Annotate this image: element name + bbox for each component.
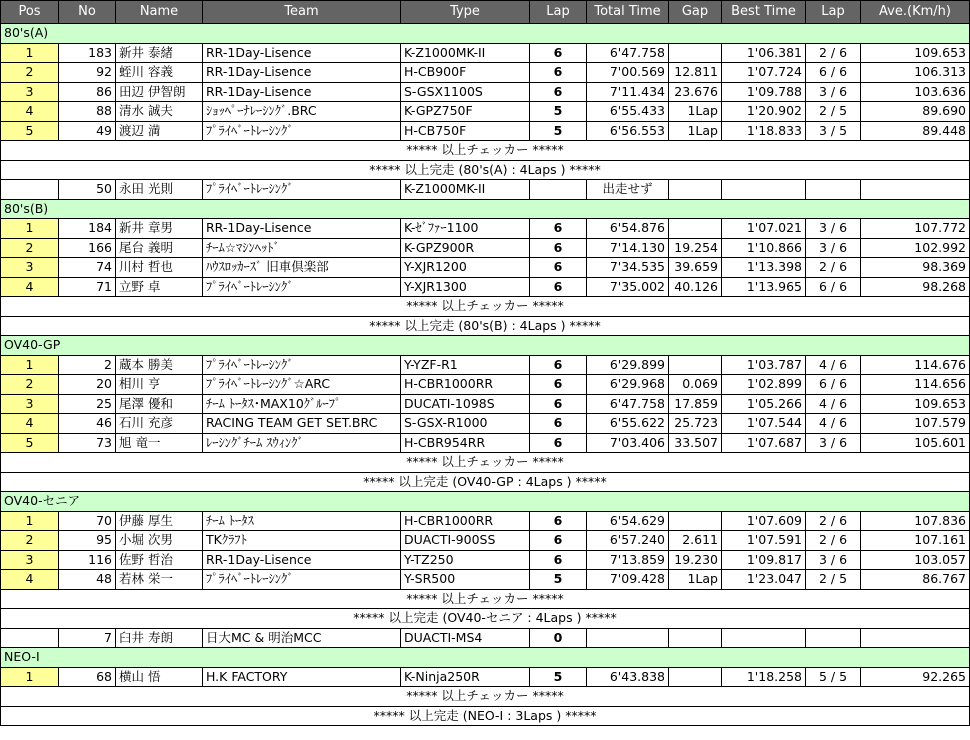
total-time-cell: 7'00.569: [587, 63, 669, 83]
total-time-cell: 6'47.758: [587, 394, 669, 414]
best-lap-cell: 3 / 6: [806, 238, 861, 258]
team-cell: ﾌﾟﾗｲﾍﾞｰﾄﾚｰｼﾝｸﾞ: [203, 180, 401, 200]
name-cell: 川村 哲也: [116, 258, 203, 278]
type-cell: K-GPZ900R: [401, 238, 530, 258]
no-cell: 50: [59, 180, 116, 200]
pos-cell: 1: [1, 511, 59, 531]
type-cell: H-CB750F: [401, 121, 530, 141]
no-cell: 46: [59, 414, 116, 434]
best-lap-cell: 3 / 6: [806, 219, 861, 239]
team-cell: ﾊｳｽﾛｯｶｰｽﾞ 旧車倶楽部: [203, 258, 401, 278]
name-cell: 臼井 寿朗: [116, 628, 203, 648]
gap-cell: [669, 667, 722, 687]
lap-cell: 5: [530, 121, 587, 141]
gap-cell: 0.069: [669, 375, 722, 395]
name-cell: 小堀 次男: [116, 531, 203, 551]
table-row: [1, 82, 970, 102]
no-cell: 48: [59, 570, 116, 590]
pos-cell: 1: [1, 355, 59, 375]
class-name: 80's(B): [1, 199, 970, 219]
checker-message: [1, 141, 970, 161]
team-cell: 日大MC & 明治MCC: [203, 628, 401, 648]
lap-cell: 6: [530, 43, 587, 63]
no-cell: 2: [59, 355, 116, 375]
type-cell: H-CBR1000RR: [401, 511, 530, 531]
lap-cell: 5: [530, 667, 587, 687]
total-time-cell: 6'29.899: [587, 355, 669, 375]
header-row: [1, 1, 970, 24]
class-header-row: [1, 199, 970, 219]
name-cell: 尾澤 優和: [116, 394, 203, 414]
pos-cell: 4: [1, 570, 59, 590]
lap-cell: 6: [530, 82, 587, 102]
no-cell: 49: [59, 121, 116, 141]
total-time-cell: 7'35.002: [587, 277, 669, 297]
ave-speed-cell: 89.690: [861, 102, 970, 122]
table-row: [1, 43, 970, 63]
ave-speed-cell: 114.656: [861, 375, 970, 395]
checker-message: [1, 453, 970, 473]
gap-cell: 19.230: [669, 550, 722, 570]
name-cell: 尾台 義明: [116, 238, 203, 258]
best-time-cell: 1'05.266: [722, 394, 806, 414]
ave-speed-cell: [861, 628, 970, 648]
best-lap-cell: 4 / 6: [806, 355, 861, 375]
header-best-time: Best Time: [722, 1, 806, 24]
best-time-cell: 1'06.381: [722, 43, 806, 63]
best-time-cell: [722, 628, 806, 648]
team-cell: ﾁｰﾑ☆ﾏｼﾝﾍｯﾄﾞ: [203, 238, 401, 258]
gap-cell: 19.254: [669, 238, 722, 258]
name-cell: 永田 光則: [116, 180, 203, 200]
best-lap-cell: 2 / 5: [806, 570, 861, 590]
table-row: [1, 394, 970, 414]
best-time-cell: 1'07.724: [722, 63, 806, 83]
pos-cell: 2: [1, 63, 59, 83]
best-lap-cell: 6 / 6: [806, 375, 861, 395]
gap-cell: 40.126: [669, 277, 722, 297]
pos-cell: 1: [1, 219, 59, 239]
best-time-cell: 1'13.398: [722, 258, 806, 278]
pos-cell: 3: [1, 82, 59, 102]
finish-message-text: ***** 以上完走 (NEO-I : 3Laps ) *****: [1, 706, 970, 726]
name-cell: 蛭川 容義: [116, 63, 203, 83]
finish-message: [1, 609, 970, 629]
total-time-cell: 6'55.433: [587, 102, 669, 122]
best-time-cell: 1'09.788: [722, 82, 806, 102]
finish-message: [1, 706, 970, 726]
finish-message: [1, 316, 970, 336]
type-cell: K-Ninja250R: [401, 667, 530, 687]
results-body: [1, 24, 970, 726]
total-time-cell: 7'34.535: [587, 258, 669, 278]
pos-cell: 4: [1, 277, 59, 297]
gap-cell: 1Lap: [669, 570, 722, 590]
header-ave-speed: Ave.(Km/h): [861, 1, 970, 24]
type-cell: K-Z1000MK-II: [401, 180, 530, 200]
table-row: [1, 277, 970, 297]
gap-cell: 33.507: [669, 433, 722, 453]
header-lap: Lap: [530, 1, 587, 24]
type-cell: DUCATI-1098S: [401, 394, 530, 414]
type-cell: H-CBR1000RR: [401, 375, 530, 395]
gap-cell: [669, 511, 722, 531]
name-cell: 新井 泰緒: [116, 43, 203, 63]
best-time-cell: 1'02.899: [722, 375, 806, 395]
ave-speed-cell: 109.653: [861, 43, 970, 63]
pos-cell: [1, 180, 59, 200]
best-time-cell: 1'20.902: [722, 102, 806, 122]
total-time-cell: 7'09.428: [587, 570, 669, 590]
pos-cell: 3: [1, 258, 59, 278]
best-lap-cell: [806, 180, 861, 200]
type-cell: DUACTI-MS4: [401, 628, 530, 648]
best-lap-cell: 2 / 6: [806, 258, 861, 278]
team-cell: ﾌﾟﾗｲﾍﾞｰﾄﾚｰｼﾝｸﾞ: [203, 277, 401, 297]
type-cell: S-GSX-R1000: [401, 414, 530, 434]
best-time-cell: 1'07.687: [722, 433, 806, 453]
finish-message: [1, 160, 970, 180]
header-total-time: Total Time: [587, 1, 669, 24]
header-no: No: [59, 1, 116, 24]
gap-cell: 12.811: [669, 63, 722, 83]
name-cell: 清水 誠夫: [116, 102, 203, 122]
total-time-cell: 6'56.553: [587, 121, 669, 141]
ave-speed-cell: 102.992: [861, 238, 970, 258]
name-cell: 佐野 哲治: [116, 550, 203, 570]
no-cell: 92: [59, 63, 116, 83]
lap-cell: 6: [530, 531, 587, 551]
checker-message: [1, 687, 970, 707]
best-lap-cell: [806, 628, 861, 648]
best-time-cell: 1'07.544: [722, 414, 806, 434]
gap-cell: 2.611: [669, 531, 722, 551]
no-cell: 20: [59, 375, 116, 395]
lap-cell: 6: [530, 394, 587, 414]
team-cell: RR-1Day-Lisence: [203, 43, 401, 63]
ave-speed-cell: 106.313: [861, 63, 970, 83]
table-row: [1, 414, 970, 434]
gap-cell: 1Lap: [669, 102, 722, 122]
ave-speed-cell: 109.653: [861, 394, 970, 414]
best-time-cell: 1'03.787: [722, 355, 806, 375]
best-lap-cell: 3 / 5: [806, 121, 861, 141]
class-name: 80's(A): [1, 24, 970, 44]
best-lap-cell: 6 / 6: [806, 277, 861, 297]
finish-message: [1, 472, 970, 492]
best-time-cell: 1'13.965: [722, 277, 806, 297]
gap-cell: 23.676: [669, 82, 722, 102]
gap-cell: [669, 180, 722, 200]
best-time-cell: 1'18.258: [722, 667, 806, 687]
ave-speed-cell: 107.579: [861, 414, 970, 434]
type-cell: H-CBR954RR: [401, 433, 530, 453]
pos-cell: [1, 628, 59, 648]
type-cell: Y-YZF-R1: [401, 355, 530, 375]
type-cell: K-Z1000MK-II: [401, 43, 530, 63]
type-cell: Y-SR500: [401, 570, 530, 590]
best-time-cell: [722, 180, 806, 200]
ave-speed-cell: 89.448: [861, 121, 970, 141]
table-row: [1, 531, 970, 551]
dns-row: [1, 180, 970, 200]
checker-message: [1, 589, 970, 609]
lap-cell: 6: [530, 219, 587, 239]
type-cell: H-CB900F: [401, 63, 530, 83]
name-cell: 蔵本 勝美: [116, 355, 203, 375]
name-cell: 田辺 伊智朗: [116, 82, 203, 102]
gap-cell: 25.723: [669, 414, 722, 434]
class-header-row: [1, 24, 970, 44]
table-row: [1, 550, 970, 570]
gap-cell: [669, 219, 722, 239]
total-time-cell: 7'03.406: [587, 433, 669, 453]
best-lap-cell: 2 / 6: [806, 511, 861, 531]
lap-cell: 6: [530, 355, 587, 375]
pos-cell: 2: [1, 238, 59, 258]
total-time-cell: 6'55.622: [587, 414, 669, 434]
best-lap-cell: 3 / 6: [806, 550, 861, 570]
pos-cell: 4: [1, 414, 59, 434]
table-row: [1, 570, 970, 590]
team-cell: ﾌﾟﾗｲﾍﾞｰﾄﾚｰｼﾝｸﾞ☆ARC: [203, 375, 401, 395]
no-cell: 68: [59, 667, 116, 687]
table-row: [1, 511, 970, 531]
gap-cell: [669, 628, 722, 648]
best-lap-cell: 5 / 5: [806, 667, 861, 687]
pos-cell: 5: [1, 433, 59, 453]
no-cell: 184: [59, 219, 116, 239]
class-name: NEO-I: [1, 648, 970, 668]
total-time-cell: 7'11.434: [587, 82, 669, 102]
checker-message-text: ***** 以上チェッカー *****: [1, 141, 970, 161]
team-cell: ﾚｰｼﾝｸﾞﾁｰﾑ ｽｳｨﾝｸﾞ: [203, 433, 401, 453]
header-type: Type: [401, 1, 530, 24]
lap-cell: 6: [530, 433, 587, 453]
class-name: OV40-GP: [1, 336, 970, 356]
lap-cell: 6: [530, 414, 587, 434]
team-cell: RACING TEAM GET SET.BRC: [203, 414, 401, 434]
team-cell: ﾁｰﾑ ﾄｰﾀｽ: [203, 511, 401, 531]
ave-speed-cell: 103.057: [861, 550, 970, 570]
table-row: [1, 219, 970, 239]
total-time-cell: 7'13.859: [587, 550, 669, 570]
ave-speed-cell: 114.676: [861, 355, 970, 375]
pos-cell: 1: [1, 43, 59, 63]
ave-speed-cell: 92.265: [861, 667, 970, 687]
name-cell: 伊藤 厚生: [116, 511, 203, 531]
no-cell: 95: [59, 531, 116, 551]
best-time-cell: 1'07.591: [722, 531, 806, 551]
total-time-cell: 6'29.968: [587, 375, 669, 395]
pos-cell: 2: [1, 531, 59, 551]
finish-message-text: ***** 以上完走 (80's(B) : 4Laps ) *****: [1, 316, 970, 336]
header-best-lap: Lap: [806, 1, 861, 24]
table-row: [1, 667, 970, 687]
team-cell: ﾌﾟﾗｲﾍﾞｰﾄﾚｰｼﾝｸﾞ: [203, 121, 401, 141]
ave-speed-cell: 98.268: [861, 277, 970, 297]
total-time-cell: [587, 628, 669, 648]
ave-speed-cell: 107.836: [861, 511, 970, 531]
total-time-cell: 7'14.130: [587, 238, 669, 258]
best-lap-cell: 2 / 5: [806, 102, 861, 122]
best-time-cell: 1'07.609: [722, 511, 806, 531]
team-cell: RR-1Day-Lisence: [203, 219, 401, 239]
pos-cell: 1: [1, 667, 59, 687]
ave-speed-cell: 107.772: [861, 219, 970, 239]
ave-speed-cell: 105.601: [861, 433, 970, 453]
total-time-cell: 6'54.629: [587, 511, 669, 531]
no-cell: 7: [59, 628, 116, 648]
type-cell: S-GSX1100S: [401, 82, 530, 102]
gap-cell: 39.659: [669, 258, 722, 278]
pos-cell: 3: [1, 550, 59, 570]
header-team: Team: [203, 1, 401, 24]
finish-message-text: ***** 以上完走 (OV40-セニア : 4Laps ) *****: [1, 609, 970, 629]
table-row: [1, 238, 970, 258]
ave-speed-cell: 98.369: [861, 258, 970, 278]
table-row: [1, 258, 970, 278]
best-lap-cell: 2 / 6: [806, 531, 861, 551]
header-name: Name: [116, 1, 203, 24]
class-header-row: [1, 336, 970, 356]
ave-speed-cell: [861, 180, 970, 200]
no-cell: 183: [59, 43, 116, 63]
lap-cell: 5: [530, 102, 587, 122]
best-time-cell: 1'10.866: [722, 238, 806, 258]
no-cell: 88: [59, 102, 116, 122]
pos-cell: 5: [1, 121, 59, 141]
total-time-cell: 6'43.838: [587, 667, 669, 687]
no-cell: 166: [59, 238, 116, 258]
best-lap-cell: 4 / 6: [806, 414, 861, 434]
table-row: [1, 375, 970, 395]
best-time-cell: 1'09.817: [722, 550, 806, 570]
lap-cell: 6: [530, 375, 587, 395]
lap-cell: 6: [530, 63, 587, 83]
total-time-cell: 6'47.758: [587, 43, 669, 63]
type-cell: K-GPZ750F: [401, 102, 530, 122]
team-cell: ｼｮｯﾍﾟｰﾅﾚｰｼﾝｸﾞ.BRC: [203, 102, 401, 122]
team-cell: RR-1Day-Lisence: [203, 550, 401, 570]
lap-cell: 6: [530, 511, 587, 531]
best-lap-cell: 4 / 6: [806, 394, 861, 414]
total-time-cell: 出走せず: [587, 180, 669, 200]
type-cell: K-ｾﾞﾌｧｰ1100: [401, 219, 530, 239]
header-gap: Gap: [669, 1, 722, 24]
ave-speed-cell: 103.636: [861, 82, 970, 102]
finish-message-text: ***** 以上完走 (80's(A) : 4Laps ) *****: [1, 160, 970, 180]
lap-cell: 5: [530, 570, 587, 590]
class-header-row: [1, 492, 970, 512]
best-lap-cell: 6 / 6: [806, 63, 861, 83]
no-cell: 70: [59, 511, 116, 531]
type-cell: Y-XJR1200: [401, 258, 530, 278]
no-cell: 71: [59, 277, 116, 297]
pos-cell: 2: [1, 375, 59, 395]
gap-cell: 17.859: [669, 394, 722, 414]
class-header-row: [1, 648, 970, 668]
table-row: [1, 355, 970, 375]
best-time-cell: 1'23.047: [722, 570, 806, 590]
team-cell: RR-1Day-Lisence: [203, 82, 401, 102]
name-cell: 旭 竜一: [116, 433, 203, 453]
lap-cell: 6: [530, 258, 587, 278]
total-time-cell: 6'54.876: [587, 219, 669, 239]
name-cell: 新井 章男: [116, 219, 203, 239]
class-name: OV40-セニア: [1, 492, 970, 512]
pos-cell: 4: [1, 102, 59, 122]
no-cell: 86: [59, 82, 116, 102]
type-cell: Y-XJR1300: [401, 277, 530, 297]
finish-message-text: ***** 以上完走 (OV40-GP : 4Laps ) *****: [1, 472, 970, 492]
team-cell: TKｸﾗﾌﾄ: [203, 531, 401, 551]
team-cell: ﾌﾟﾗｲﾍﾞｰﾄﾚｰｼﾝｸﾞ: [203, 570, 401, 590]
team-cell: RR-1Day-Lisence: [203, 63, 401, 83]
gap-cell: [669, 43, 722, 63]
best-lap-cell: 3 / 6: [806, 433, 861, 453]
checker-message-text: ***** 以上チェッカー *****: [1, 297, 970, 317]
lap-cell: 6: [530, 238, 587, 258]
checker-message-text: ***** 以上チェッカー *****: [1, 687, 970, 707]
total-time-cell: 6'57.240: [587, 531, 669, 551]
best-lap-cell: 2 / 6: [806, 43, 861, 63]
type-cell: DUACTI-900SS: [401, 531, 530, 551]
team-cell: H.K FACTORY: [203, 667, 401, 687]
table-row: [1, 102, 970, 122]
no-cell: 25: [59, 394, 116, 414]
dns-row: [1, 628, 970, 648]
no-cell: 73: [59, 433, 116, 453]
lap-cell: 6: [530, 277, 587, 297]
lap-cell: 6: [530, 550, 587, 570]
team-cell: ﾁｰﾑ ﾄｰﾀｽ･MAX10ｸﾞﾙｰﾌﾟ: [203, 394, 401, 414]
table-row: [1, 63, 970, 83]
checker-message-text: ***** 以上チェッカー *****: [1, 589, 970, 609]
name-cell: 立野 卓: [116, 277, 203, 297]
checker-message-text: ***** 以上チェッカー *****: [1, 453, 970, 473]
gap-cell: [669, 355, 722, 375]
lap-cell: [530, 180, 587, 200]
ave-speed-cell: 107.161: [861, 531, 970, 551]
ave-speed-cell: 86.767: [861, 570, 970, 590]
best-time-cell: 1'07.021: [722, 219, 806, 239]
best-time-cell: 1'18.833: [722, 121, 806, 141]
name-cell: 若林 栄一: [116, 570, 203, 590]
header-pos: Pos: [1, 1, 59, 24]
name-cell: 相川 亨: [116, 375, 203, 395]
team-cell: ﾌﾟﾗｲﾍﾞｰﾄﾚｰｼﾝｸﾞ: [203, 355, 401, 375]
table-row: [1, 433, 970, 453]
pos-cell: 3: [1, 394, 59, 414]
lap-cell: 0: [530, 628, 587, 648]
name-cell: 横山 悟: [116, 667, 203, 687]
gap-cell: 1Lap: [669, 121, 722, 141]
name-cell: 渡辺 満: [116, 121, 203, 141]
name-cell: 石川 充彦: [116, 414, 203, 434]
table-row: [1, 121, 970, 141]
checker-message: [1, 297, 970, 317]
type-cell: Y-TZ250: [401, 550, 530, 570]
no-cell: 116: [59, 550, 116, 570]
no-cell: 74: [59, 258, 116, 278]
best-lap-cell: 3 / 6: [806, 82, 861, 102]
